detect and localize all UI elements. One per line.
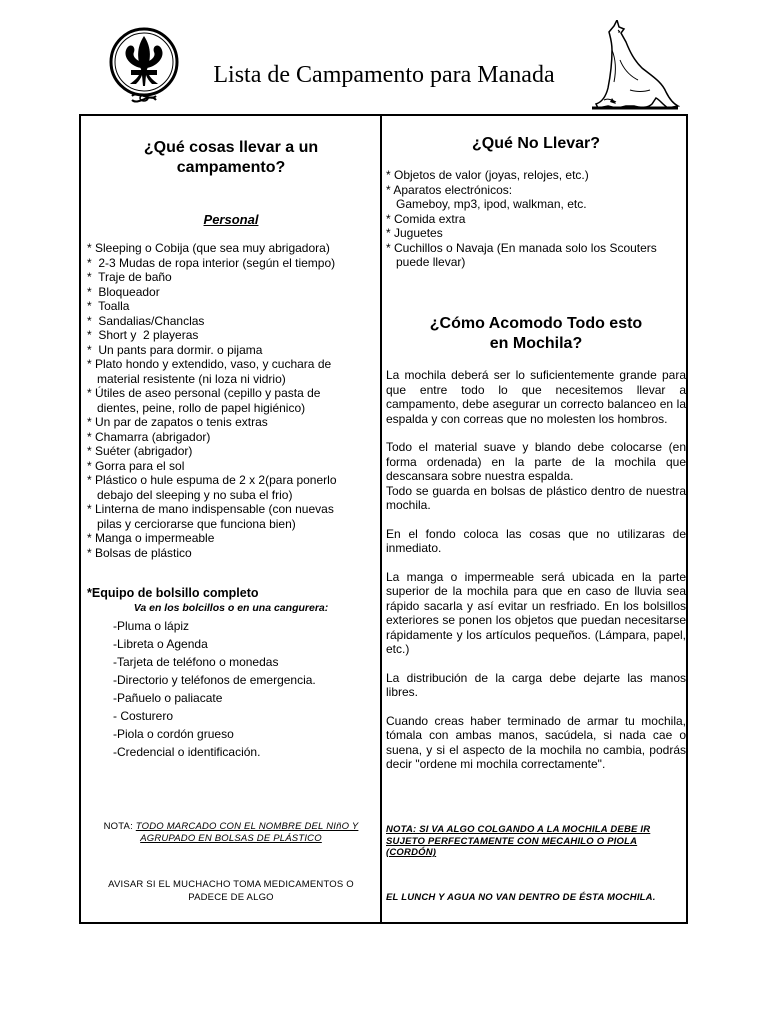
list-item: * Útiles de aseo personal (cepillo y pasta de bbox=[87, 386, 321, 400]
list-item: - Costurero bbox=[113, 709, 174, 723]
list-item: puede llevar) bbox=[386, 255, 466, 269]
list-item: * Sandalias/Chanclas bbox=[87, 313, 205, 328]
list-item: * Bolsas de plástico bbox=[87, 545, 192, 560]
list-item: * Manga o impermeable bbox=[87, 531, 215, 545]
list-item: -Libreta o Agenda bbox=[113, 637, 208, 651]
pocket-kit-title: *Equipo de bolsillo completo bbox=[87, 586, 259, 600]
list-item: * Cuchillos o Navaja (En manada solo los Scouters bbox=[386, 240, 657, 255]
column-divider bbox=[380, 116, 382, 922]
list-item: * Short y 2 playeras bbox=[87, 328, 199, 342]
list-item: * Juguetes bbox=[386, 226, 443, 240]
list-item: dientes, peine, rollo de papel higiénico) bbox=[87, 400, 306, 415]
list-item: * Un par de zapatos o tenis extras bbox=[87, 415, 268, 429]
medication-warning: AVISAR SI EL MUCHACHO TOMA MEDICAMENTOS O PADECE DE ALGO bbox=[108, 879, 354, 903]
list-item: * Linterna de mano indispensable (con nuevas bbox=[87, 502, 334, 516]
how-to-pack-heading: ¿Cómo Acomodo Todo esto en Mochila? bbox=[429, 315, 643, 352]
list-item: debajo del sleeping y no suba el frio) bbox=[87, 487, 293, 502]
list-item: -Pañuelo o paliacate bbox=[113, 691, 223, 705]
list-item: * Sleeping o Cobija (que sea muy abrigadora) bbox=[87, 241, 330, 255]
packing-paragraph: La distribución de la carga debe dejarte las manos libres. bbox=[386, 670, 686, 699]
personal-subheading: Personal bbox=[203, 212, 259, 227]
list-item: -Directorio y teléfonos de emergencia. bbox=[113, 673, 316, 687]
lunch-note: EL LUNCH Y AGUA NO VAN DENTRO DE ÉSTA MOCHILA. bbox=[386, 892, 656, 903]
list-item: -Pluma o lápiz bbox=[113, 619, 190, 633]
personal-items-list bbox=[87, 241, 375, 560]
list-item: * Objetos de valor (joyas, relojes, etc.) bbox=[386, 168, 589, 182]
right-note: NOTA: SI VA ALGO COLGANDO A LA MOCHILA DEBE IR SUJETO PERFECTAMENTE CON MECAHILO O PIOLA (CORDÓN) bbox=[386, 824, 651, 858]
list-item: * Gorra para el sol bbox=[87, 458, 185, 473]
list-item: * Chamarra (abrigador) bbox=[87, 429, 211, 444]
howling-wolf-illustration bbox=[590, 20, 680, 112]
list-item: * 2-3 Mudas de ropa interior (según el tiempo) bbox=[87, 255, 336, 270]
packing-paragraph: Todo se guarda en bolsas de plástico dentro de nuestra mochila. bbox=[386, 483, 686, 512]
list-item: * Comida extra bbox=[386, 211, 466, 226]
list-item: * Bloqueador bbox=[87, 284, 160, 299]
list-item: * Suéter (abrigador) bbox=[87, 444, 193, 458]
list-item: * Traje de baño bbox=[87, 270, 172, 284]
packing-paragraph: La mochila deberá ser lo suficientemente grande para que entre todo lo que necesitemos llevar a campamento, debe asegurar un correcto balanceo en la espalda y con correas que no molesten los hombros. bbox=[386, 368, 686, 426]
packing-paragraph: La manga o impermeable será ubicada en la parte superior de la mochila para que en caso de lluvia sea rápido sacarla y así evitar un resfriado. En los bolsillos exteriores se ponen los objetos que puedan necesitarse rápidamente y los artículos pequeños. (Lámpara, papel, etc.) bbox=[386, 569, 686, 656]
list-item: pilas y cerciorarse que funciona bien) bbox=[87, 516, 296, 531]
left-note: NOTA: TODO MARCADO CON EL NOMBRE DEL NIñO Y AGRUPADO EN BOLSAS DE PLÁSTICO bbox=[103, 821, 359, 844]
not-to-bring-list bbox=[386, 168, 686, 270]
list-item: * Toalla bbox=[87, 299, 130, 313]
pocket-kit-subtitle: Va en los bolcillos o en una cangurera: bbox=[133, 602, 329, 614]
list-item: -Credencial o identificación. bbox=[113, 745, 261, 759]
list-item: * Un pants para dormir. o pijama bbox=[87, 342, 263, 357]
list-item: Gameboy, mp3, ipod, walkman, etc. bbox=[386, 197, 587, 211]
list-item: -Tarjeta de teléfono o monedas bbox=[113, 655, 279, 669]
what-not-to-bring-heading: ¿Qué No Llevar? bbox=[471, 135, 601, 152]
list-item: -Piola o cordón grueso bbox=[113, 727, 234, 741]
packing-instructions bbox=[386, 368, 686, 772]
pocket-kit-list bbox=[87, 617, 375, 761]
content-table bbox=[79, 114, 688, 924]
list-item: * Plato hondo y extendido, vaso, y cuchara de bbox=[87, 357, 332, 371]
list-item: material resistente (ni loza ni vidrio) bbox=[87, 371, 286, 386]
list-item: * Plástico o hule espuma de 2 x 2(para ponerlo bbox=[87, 473, 337, 487]
packing-paragraph: Cuando creas haber terminado de armar tu mochila, tómala con ambas manos, sacúdela, si nada cae o suena, y si el aspecto de la mochila no cambia, podrás decir "ordene mi mochila correctamente". bbox=[386, 713, 686, 771]
packing-paragraph: Todo el material suave y blando debe colocarse (en forma ordenada) en la parte de la mochila que descansara sobre nuestra espalda. bbox=[386, 440, 686, 483]
packing-paragraph: En el fondo coloca las cosas que no utilizaras de inmediato. bbox=[386, 526, 686, 555]
list-item: * Aparatos electrónicos: bbox=[386, 182, 513, 197]
page-title: Lista de Campamento para Manada bbox=[213, 62, 555, 88]
what-to-bring-heading: ¿Qué cosas llevar a un campamento? bbox=[143, 139, 319, 176]
